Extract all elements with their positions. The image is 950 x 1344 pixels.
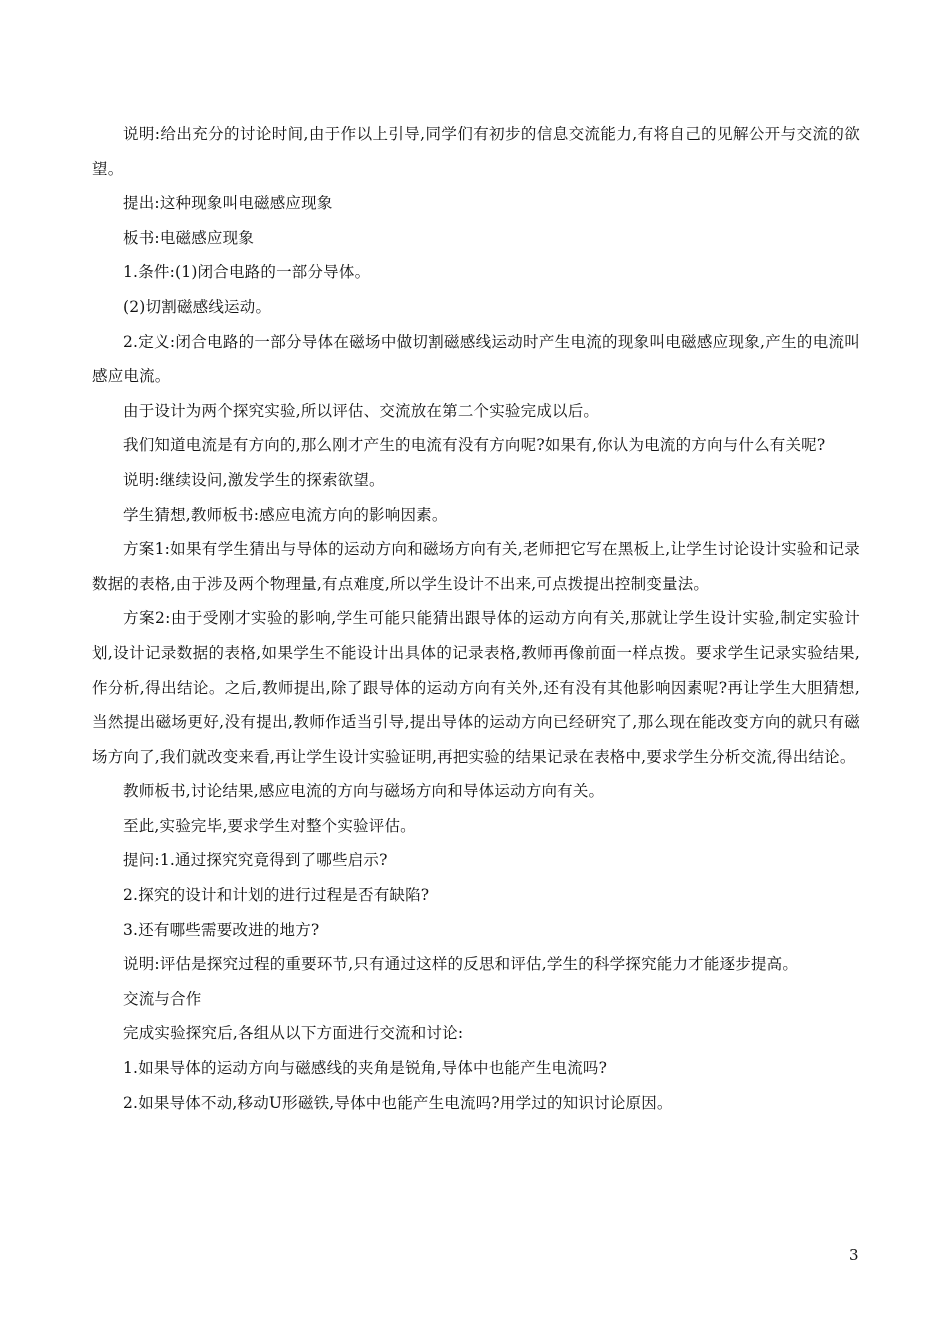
paragraph-condition-1: 1.条件:(1)闭合电路的一部分导体。 [123,263,371,282]
paragraph-condition-2: (2)切割磁感线运动。 [123,297,272,316]
paragraph-evaluation-note: 说明:评估是探究过程的重要环节,只有通过这样的反思和评估,学生的科学探究能力才能逐步提高。 [123,955,799,974]
paragraph-definition: 2.定义:闭合电路的一部分导体在磁场中做切割磁感线运动时产生电流的现象叫电磁感应现象,产生的电流叫感应电流。 [92,332,860,386]
paragraph-section-heading: 交流与合作 [123,989,202,1008]
paragraph-question-2: 2.探究的设计和计划的进行过程是否有缺陷? [123,886,430,905]
paragraph-discussion-item-1: 1.如果导体的运动方向与磁感线的夹角是锐角,导体中也能产生电流吗? [123,1059,608,1078]
document-body [92,117,860,1120]
paragraph-plan-1: 方案1:如果有学生猜出与导体的运动方向和磁场方向有关,老师把它写在黑板上,让学生讨论设计实验和记录数据的表格,由于涉及两个物理量,有点难度,所以学生设计不出来,可点拨提出控制变量法。 [92,540,860,593]
paragraph-student-guess: 学生猜想,教师板书:感应电流方向的影响因素。 [123,505,448,524]
paragraph-experiment-finished: 至此,实验完毕,要求学生对整个实验评估。 [123,816,416,835]
paragraph-design-note: 由于设计为两个探究实验,所以评估、交流放在第二个实验完成以后。 [123,401,600,420]
paragraph-propose-phenomenon: 提出:这种现象叫电磁感应现象 [123,194,333,213]
paragraph-board-title: 板书:电磁感应现象 [123,228,255,247]
paragraph-plan-2: 方案2:由于受刚才实验的影响,学生可能只能猜出跟导体的运动方向有关,那就让学生设计实验,制定实验计划,设计记录数据的表格,如果学生不能设计出具体的记录表格,教师再像前面一样点拨。要求学生记录实验结果,作分析,得出结论。之后,教师提出,除了跟导体的运动方向有关外,还有没有其他影响因素呢?再让学生大胆猜想,当然提出磁场更好,没有提出,教师作适当引导,提出导体的运动方向已经研究了,那么现在能改变方向的就只有磁场方向了,我们就改变来看,再让学生设计实验证明,再把实验的结果记录在表格中,要求学生分析交流,得出结论。 [92,609,860,766]
paragraph-question-1: 提问:1.通过探究究竟得到了哪些启示? [123,851,388,870]
paragraph-discussion-intro: 完成实验探究后,各组从以下方面进行交流和讨论: [123,1024,464,1043]
paragraph-current-direction-question: 我们知道电流是有方向的,那么刚才产生的电流有没有方向呢?如果有,你认为电流的方向与什么有关呢? [123,436,826,455]
paragraph-question-3: 3.还有哪些需要改进的地方? [123,920,320,939]
page-number: 3 [849,1246,859,1264]
paragraph-discussion-item-2: 2.如果导体不动,移动U形磁铁,导体中也能产生电流吗?用学过的知识讨论原因。 [123,1093,673,1112]
paragraph-continue-questioning: 说明:继续设问,激发学生的探索欲望。 [123,470,385,489]
paragraph-teacher-board: 教师板书,讨论结果,感应电流的方向与磁场方向和导体运动方向有关。 [123,782,605,801]
paragraph-discussion-note: 说明:给出充分的讨论时间,由于作以上引导,同学们有初步的信息交流能力,有将自己的见解公开与交流的欲望。 [92,125,860,178]
